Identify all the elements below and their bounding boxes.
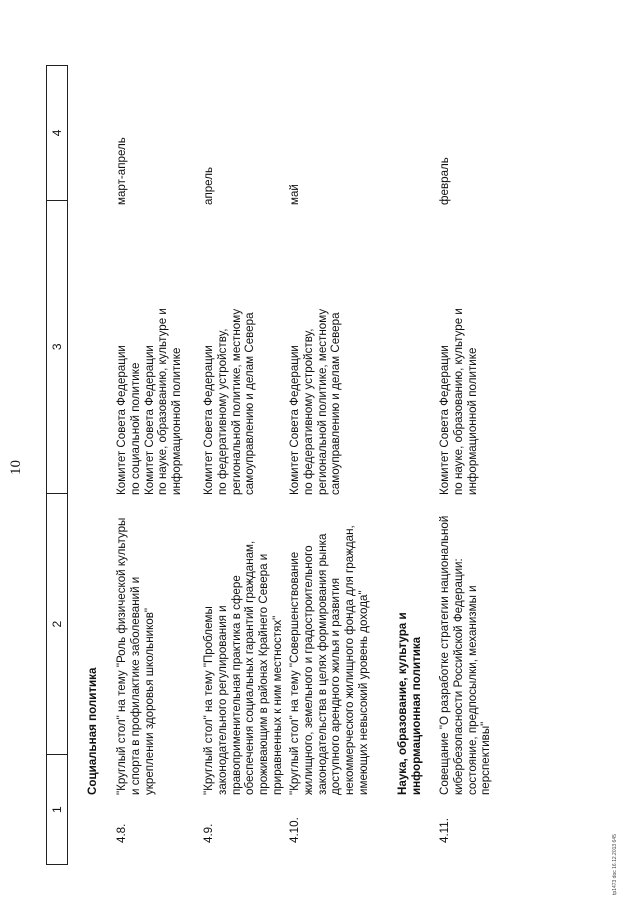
table-header	[46, 65, 68, 865]
responsible-line: по науке, образованию, культуре и	[156, 308, 170, 495]
responsible-line: по науке, образованию, культуре и	[451, 308, 465, 495]
responsible-line: Комитет Совета Федерации	[438, 345, 451, 495]
responsible-line: самоуправлению и делам Севера	[329, 312, 343, 495]
event-description: Совещание "О разработке стратегии национальной кибербезопасности Российской Федерации: состояние, предпосылки, механизмы и перспективы"	[438, 515, 493, 795]
event-description: "Круглый стол" на тему "Совершенствование жилищного, земельного и градостроительного законодательства в целях формирования рынка доступного арендного жилья и развития некоммерческого жилищного фонда для граждан, имеющих невысокий уровень дохода"	[288, 525, 370, 795]
responsible-line: по социальной политике	[128, 362, 142, 495]
column-header-2: 2	[47, 493, 67, 754]
responsible-committee	[288, 235, 343, 495]
column-header-1: 1	[47, 754, 67, 864]
column-header-3: 3	[47, 200, 67, 493]
event-description: "Круглый стол" на тему "Проблемы законодательного регулирования и правоприменительная практика в сфере обеспечения социальных гарантий гражданам, проживающим в районах Крайнего Севера и приравненных к ним местностях"	[202, 540, 284, 795]
event-date: февраль	[438, 157, 451, 205]
section-title: Социальная политика	[86, 667, 99, 795]
responsible-line: Комитет Совета Федерации	[115, 345, 128, 495]
row-number: 4.9.	[202, 823, 215, 843]
responsible-committee	[438, 235, 479, 495]
column-header-4: 4	[50, 129, 64, 137]
responsible-line: самоуправлению и делам Севера	[243, 312, 257, 495]
event-date: апрель	[202, 166, 215, 205]
responsible-line: информационной политике	[465, 347, 479, 495]
responsible-committee	[115, 235, 184, 495]
row-number: 4.10.	[288, 817, 301, 843]
responsible-line: Комитет Совета Федерации	[202, 345, 215, 495]
row-number: 4.8.	[115, 823, 128, 843]
responsible-committee	[202, 235, 257, 495]
page-number: 10	[8, 460, 24, 475]
responsible-line: информационной политике	[170, 347, 184, 495]
row-number: 4.11.	[438, 818, 451, 843]
event-description: "Круглый стол" на тему "Роль физической культуры и спорта в профилактике заболеваний и укреплении здоровья школьников"	[115, 517, 156, 795]
document-footnote: tp1473 doc 16.12.2013 645	[612, 834, 618, 895]
responsible-line: Комитет Совета Федерации	[142, 345, 156, 495]
event-date: март-апрель	[115, 137, 128, 205]
responsible-line: Комитет Совета Федерации	[288, 345, 301, 495]
responsible-line: региональной политике, местному	[315, 308, 329, 495]
responsible-line: региональной политике, местному	[229, 308, 243, 495]
event-date: май	[288, 184, 301, 205]
responsible-line: по федеративному устройству,	[215, 328, 229, 495]
section-title: Наука, образование, культура и информационная политика	[396, 612, 423, 795]
responsible-line: по федеративному устройству,	[301, 328, 315, 495]
